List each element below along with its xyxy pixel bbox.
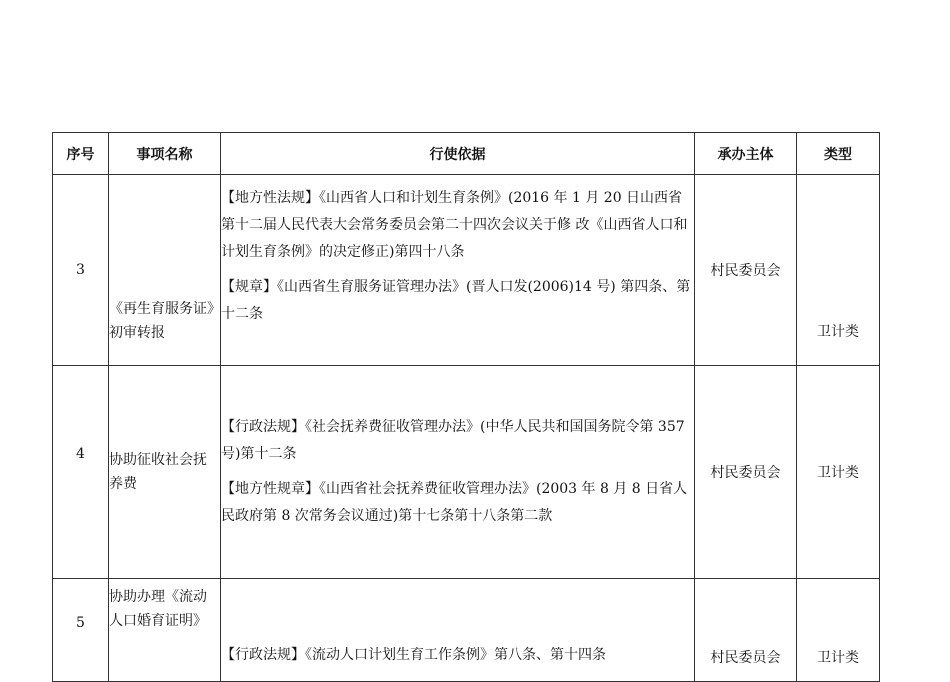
header-index: 序号 bbox=[53, 133, 109, 175]
table-row bbox=[53, 366, 880, 579]
row-index: 4 bbox=[53, 366, 109, 579]
header-org: 承办主体 bbox=[695, 133, 797, 175]
row-type: 卫计类 bbox=[797, 366, 880, 579]
row-org: 村民委员会 bbox=[695, 579, 797, 682]
row-name: 协助办理《流动人口婚育证明》 bbox=[109, 579, 221, 682]
row-basis bbox=[221, 175, 695, 366]
row-org: 村民委员会 bbox=[695, 366, 797, 579]
basis-paragraph: 【地方性规章】《山西省社会抚养费征收管理办法》(2003 年 8 月 8 日省人民政府第 8 次常务会议通过)第十七条第十八条第二款 bbox=[221, 481, 688, 524]
row-type: 卫计类 bbox=[797, 579, 880, 682]
row-org: 村民委员会 bbox=[695, 175, 797, 366]
row-index: 5 bbox=[53, 579, 109, 682]
row-basis bbox=[221, 579, 695, 682]
basis-paragraph: 【地方性法规】《山西省人口和计划生育条例》(2016 年 1 月 20 日山西省第十二届人民代表大会常务委员会第二十四次会议关于修 改《山西省人口和计划生育条例》的决定修正)第四十八条 bbox=[221, 190, 688, 260]
header-type: 类型 bbox=[797, 133, 880, 175]
row-basis bbox=[221, 366, 695, 579]
table-header-row bbox=[53, 133, 880, 175]
row-name: 协助征收社会抚养费 bbox=[109, 366, 221, 579]
header-basis: 行使依据 bbox=[221, 133, 695, 175]
table-row bbox=[53, 579, 880, 682]
table-row bbox=[53, 175, 880, 366]
row-type: 卫计类 bbox=[797, 175, 880, 366]
row-name: 《再生育服务证》初审转报 bbox=[109, 175, 221, 366]
basis-paragraph: 【行政法规】《社会抚养费征收管理办法》(中华人民共和国国务院令第 357 号)第十二条 bbox=[221, 419, 685, 462]
basis-paragraph: 【规章】《山西省生育服务证管理办法》(晋人口发(2006)14 号) 第四条、第十二条 bbox=[221, 279, 691, 322]
header-name: 事项名称 bbox=[109, 133, 221, 175]
row-index: 3 bbox=[53, 175, 109, 366]
basis-paragraph: 【行政法规】《流动人口计划生育工作条例》第八条、第十四条 bbox=[221, 647, 606, 663]
matters-table bbox=[52, 132, 880, 682]
